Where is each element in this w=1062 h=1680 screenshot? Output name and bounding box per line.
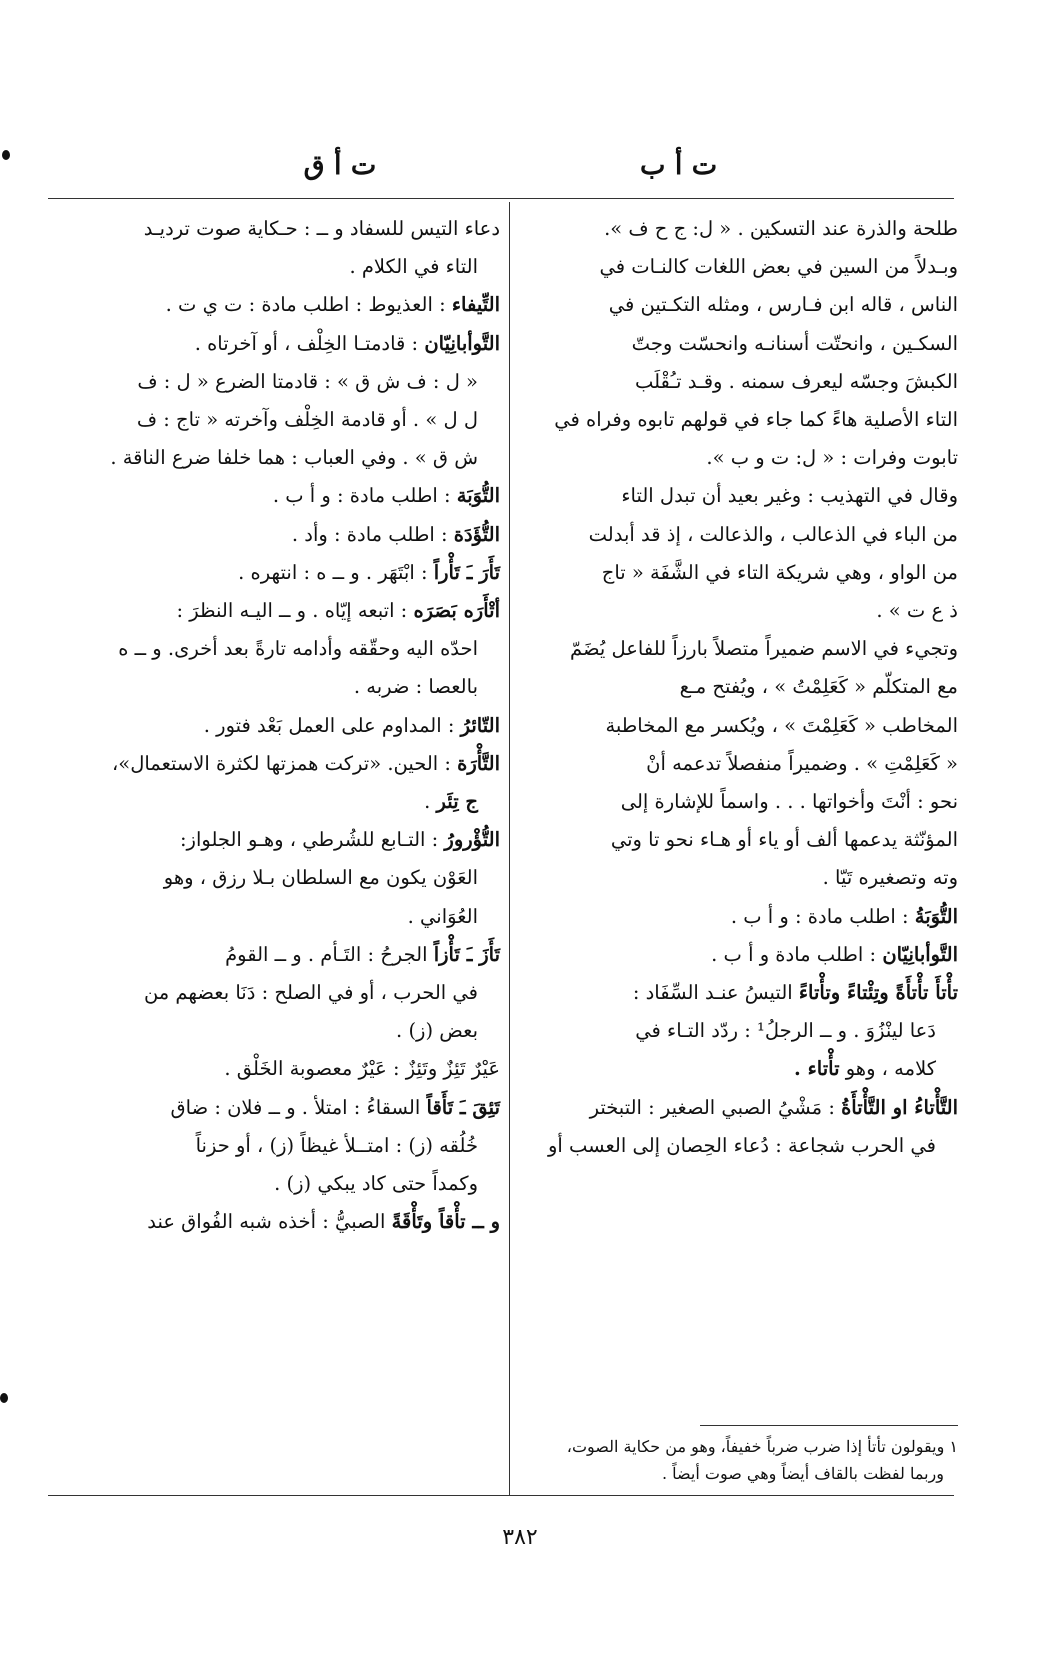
text-line: وبـدلاً من السين في بعض اللغات كالنـات في — [599, 255, 958, 279]
entry-text: العَوْن يكون مع السلطان بـلا رزق ، وهو — [163, 866, 478, 890]
entry-text: : اطلب مادة و أ ب . — [711, 942, 883, 966]
entry-line — [52, 401, 500, 439]
text-line: وته وتصغيره تَيّا . — [822, 866, 958, 890]
entry-line — [52, 668, 500, 706]
entry-line — [520, 936, 958, 974]
entry-text: العُوَاني . — [407, 904, 478, 928]
text-line: طلحة والذرة عند التسكين . « ل: ج ح ف ». — [604, 217, 958, 240]
entry-text: : مَشْيُ الصبي الصغير : التبختر — [589, 1095, 842, 1119]
entry-text: دعاء التيس للسفاد و ــ : حـكاية صوت ترديـد — [143, 217, 500, 240]
entry-line — [52, 592, 500, 630]
entry-text: التاء في الكلام . — [349, 255, 478, 279]
text-line: المخاطب « كَعَلِمْتَ » ، ويُكسر مع المخاطبة — [605, 713, 958, 737]
right-column — [520, 210, 958, 1165]
header-right-title: ت أ ب — [640, 150, 718, 181]
entry-text: في الحرب شجاعة : دُعاء الحِصان إلى العسب أو — [547, 1133, 936, 1157]
entry-line — [52, 1050, 500, 1088]
text-line: الكبشَ وجسّه ليعرف سمنه . وقـد تـُقْلَب — [634, 369, 958, 393]
footnote-line: ١ ويقولون تأتأ إذا ضرب ضرباً خفيفاً، وهو من حكاية الصوت، — [566, 1437, 958, 1456]
entry-text: وكمداً حتى كاد يبكي (ز) . — [274, 1172, 478, 1196]
entry-text: : التـابع للشُرطي ، وهـو الجلواز: — [179, 828, 445, 852]
top-rule — [48, 198, 954, 199]
edge-mark-top-left — [2, 150, 10, 160]
entry-line — [520, 898, 958, 936]
text-line: الناس ، قاله ابن فـارس ، ومثله التكـتين في — [608, 293, 958, 317]
entry-text: بالعصا : ضربه . — [353, 675, 478, 699]
text-line: من الواو ، وهي شريكة التاء في الشَّفَة « تاج — [601, 560, 958, 584]
entry-headword: أتْأَرَه بَصَرَه — [413, 599, 500, 623]
entry-text: : اتبعه إيّاه . و ــ اليـه النظرَ : — [176, 599, 414, 623]
entry-headword: و ــ تأْقاً وتَأْقَةً — [391, 1210, 500, 1234]
text-line: التاء الأصلية هاءً كما جاء في قولهم تابوه وفراه في — [554, 408, 958, 432]
entry-line — [52, 363, 500, 401]
text-line: نحو : أنْتَ وأخواتها . . . واسماً للإشارة إلى — [620, 790, 958, 814]
entry-line — [52, 325, 500, 363]
entry-headword: التَّأْرَة — [457, 751, 500, 775]
entry-text: خُلُقه (ز) : امتــلأ غيظاً (ز) ، أو حزناً — [195, 1133, 478, 1157]
entry-line — [520, 1050, 958, 1088]
entry-headword: التُّوَبَة — [456, 484, 500, 508]
entry-line — [52, 974, 500, 1012]
entry-headword: تأْتاء . — [794, 1057, 840, 1081]
entry-line — [52, 554, 500, 592]
entry-line — [52, 516, 500, 554]
footnote-line: وربما لفظت بالقاف أيضاً وهي صوت أيضاً . — [662, 1464, 944, 1483]
text-line: وتجيء في الاسم ضميراً متصلاً بارزاً للفاعل يُضَمّ — [570, 637, 958, 661]
entry-text: : العذيوط : اطلب مادة : ت ي ت . — [165, 293, 452, 317]
entry-text: عَيْرٌ تَئِزٌ وتَئِزٌ : عَيْرٌ معصوبة الخَلْق . — [224, 1057, 500, 1081]
entry-line — [52, 248, 500, 286]
text-line: وقال في التهذيب : وغير بعيد أن تبدل التاء — [621, 484, 958, 508]
entry-text: ش ق » . وفي العباب : هما خلفا ضرع الناقة . — [110, 446, 478, 470]
entry-line — [52, 439, 500, 477]
entry-line — [520, 1012, 958, 1050]
entry-headword: ج تِئَر — [436, 790, 478, 814]
bottom-rule — [48, 1495, 954, 1496]
entry-line — [52, 898, 500, 936]
entry-line — [52, 821, 500, 859]
text-line: ذ ع ت » . — [876, 599, 958, 623]
left-column — [52, 210, 500, 1241]
entry-headword: التَّوأبانِيّان — [882, 942, 958, 966]
entry-text: : اطلب مادة : و أ ب . — [730, 904, 915, 928]
text-line: « كَعَلِمْتِ » . وضميراً منفصلاً تدعمه أنْ — [646, 751, 958, 775]
entry-text: . — [424, 790, 437, 814]
entry-text: الجرحُ : التَـأم . و ــ القومُ — [225, 942, 434, 966]
entry-text: « ل : ف ش ق » : قادمتا الضرع « ل : ف — [137, 369, 478, 393]
entry-line — [52, 936, 500, 974]
entry-headword: التُّؤْرورُ — [444, 828, 500, 852]
entry-text: في الحرب ، أو في الصلح : دَنَا بعضهم من — [143, 981, 478, 1005]
header-left-title: ت أ ق — [303, 150, 377, 181]
entry-text: الصبيُّ : أخذه شبه الفُواق عند — [147, 1210, 392, 1234]
entry-line — [520, 1127, 958, 1165]
entry-line — [52, 477, 500, 515]
entry-headword: التِّيفاء — [451, 293, 500, 317]
entry-text: بعض (ز) . — [396, 1019, 478, 1043]
text-line: تابوت وفرات : « ل: ت و ب ». — [706, 446, 958, 470]
page-number: ٣٨٢ — [502, 1525, 538, 1550]
text-line: السكـين ، وانحتّت أسنانـه وانحسّت وجتّ — [631, 331, 958, 355]
entry-line — [52, 783, 500, 821]
entry-line — [52, 1203, 500, 1241]
entry-line — [520, 974, 958, 1012]
entry-headword: تأْتأَ تأْتأَةً وتِئْتاءً وتأْتاءً — [798, 981, 958, 1005]
footnote-rule — [700, 1425, 958, 1426]
entry-text: : الحين. «تركت همزتها لكثرة الاستعمال»، — [111, 751, 458, 775]
entry-text: ل ل » . أو قادمة الخِلْف وآخرته « تاج : ف — [136, 408, 478, 432]
entry-line — [52, 210, 500, 248]
entry-text: كلامه ، وهو — [839, 1057, 936, 1081]
entry-line — [52, 1089, 500, 1127]
entry-headword: التَّوأبانِيّان — [424, 331, 500, 355]
entry-headword: التَّأْتاءُ او التَّأْتأَةُ — [841, 1095, 958, 1119]
entry-line — [52, 286, 500, 324]
entry-text: : المداوم على العمل بَعْد فتور . — [203, 713, 461, 737]
entry-text: : اطلب مادة : و أ ب . — [272, 484, 457, 508]
entry-line — [520, 1089, 958, 1127]
entry-line — [52, 1012, 500, 1050]
footnote — [520, 1433, 958, 1487]
column-divider — [509, 202, 510, 1495]
text-line: المؤنّثة يدعمها ألف أو ياء أو هـاء نحو تا وتي — [610, 828, 958, 852]
entry-line — [52, 1127, 500, 1165]
entry-line — [52, 1165, 500, 1203]
text-line: مع المتكلّم « كَعَلِمْتُ » ، ويُفتح مـع — [679, 675, 958, 699]
entry-text: التيسُ عنـد السِّفَاد : — [632, 981, 799, 1005]
entry-text: السقاءُ : امتلأ . و ــ فلان : ضاق — [170, 1095, 427, 1119]
entry-text: : ابْتَهَر . و ــ ه : انتهره . — [238, 560, 434, 584]
text-line: من الباء في الذعالب ، والذعالت ، إذ قد أبدلت — [588, 522, 958, 546]
entry-line — [52, 707, 500, 745]
entry-line — [52, 745, 500, 783]
entry-headword: تَأَزَ ـَ تَأْزاً — [433, 942, 500, 966]
entry-line — [52, 630, 500, 668]
entry-headword: التّائرُ — [460, 713, 500, 737]
entry-text: : اطلب مادة : وأد . — [291, 522, 454, 546]
entry-line — [52, 859, 500, 897]
entry-headword: التُّوَبَةُ — [914, 904, 958, 928]
entry-text: دَعا لينْزُوَ . و ــ الرجلُ¹ : ردّد التـاء في — [635, 1019, 936, 1043]
entry-headword: تَأَرَ ـَ تَأْراً — [433, 560, 500, 584]
entry-headword: التُّؤَدَة — [453, 522, 500, 546]
entry-headword: تَئِقَ ـَ تَأَقاً — [426, 1095, 500, 1119]
entry-text: احدّه اليه وحقّقه وأدامه تارةً بعد أخرى. و ــ ه — [118, 637, 478, 661]
edge-mark-bottom-left — [0, 1393, 8, 1403]
entry-text: : قادمتـا الخِلْف ، أو آخرتاه . — [194, 331, 425, 355]
